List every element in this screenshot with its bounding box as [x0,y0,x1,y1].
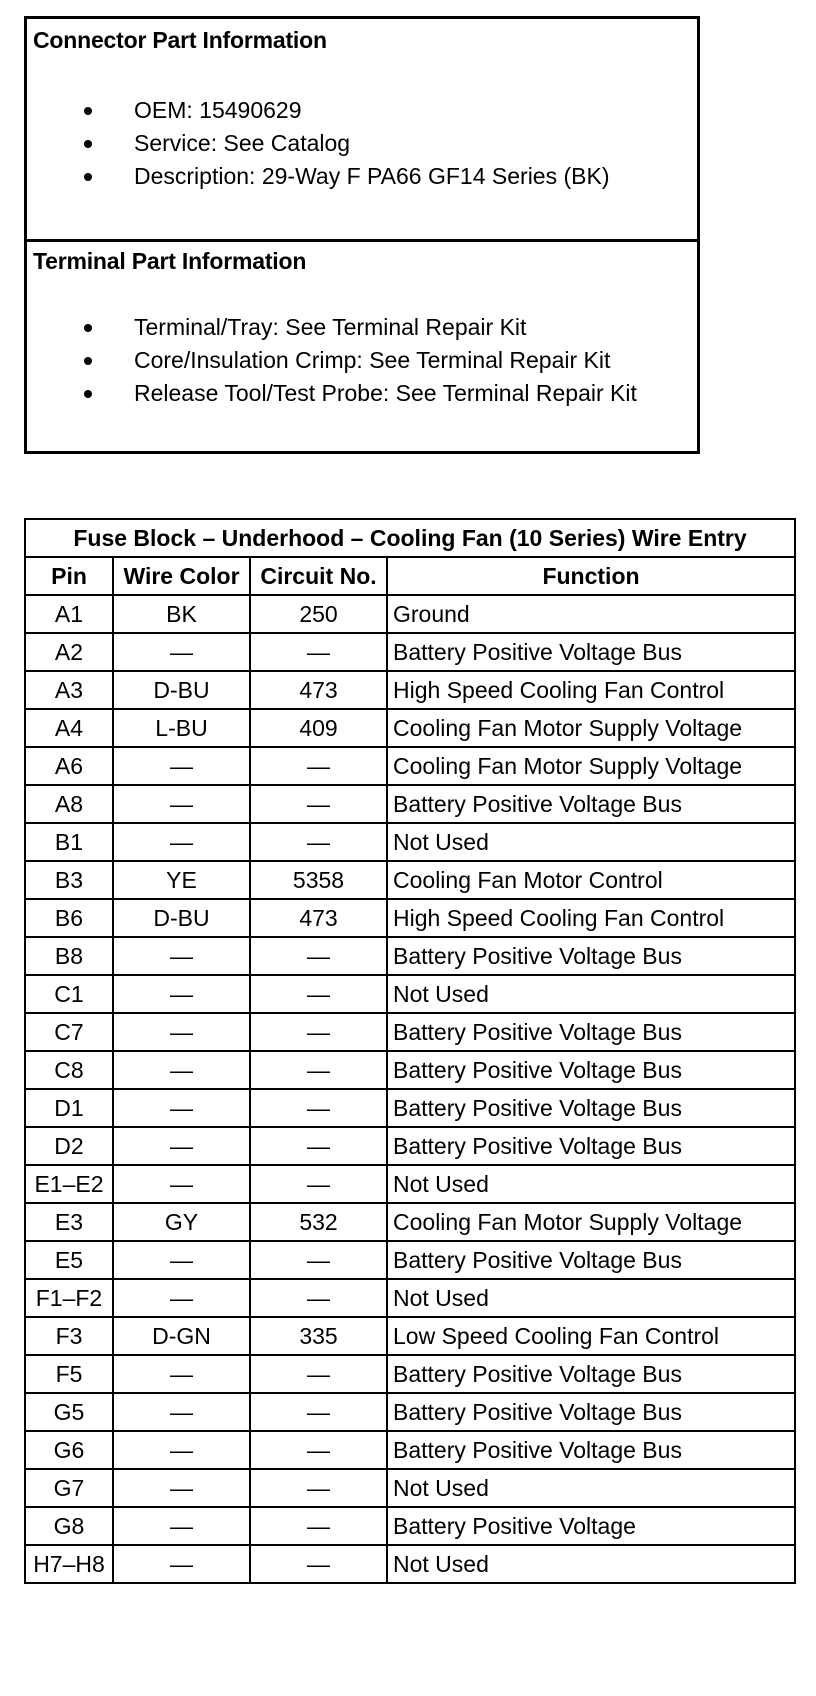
wire-color-cell: YE [113,861,250,899]
wire-color-cell: — [113,975,250,1013]
pin-cell: A8 [25,785,113,823]
circuit-number-cell: — [250,1393,387,1431]
circuit-number-cell: — [250,1279,387,1317]
connector-section-title: Connector Part Information [33,27,327,53]
function-cell: Battery Positive Voltage Bus [387,1431,795,1469]
bullet-icon [84,140,92,148]
wire-color-cell: D-GN [113,1317,250,1355]
bullet-icon [84,324,92,332]
bullet-text: Service: See Catalog [134,130,351,156]
function-cell: Low Speed Cooling Fan Control [387,1317,795,1355]
pin-cell: F5 [25,1355,113,1393]
wire-color-cell: L-BU [113,709,250,747]
pin-cell: F3 [25,1317,113,1355]
terminal-section-title: Terminal Part Information [33,248,307,274]
wire-color-cell: — [113,747,250,785]
bullet-text: Description: 29-Way F PA66 GF14 Series (BK) [134,163,610,189]
circuit-number-cell: 335 [250,1317,387,1355]
function-cell: Battery Positive Voltage Bus [387,1241,795,1279]
table-title: Fuse Block – Underhood – Cooling Fan (10 Series) Wire Entry [25,519,795,557]
bullet-text: Release Tool/Test Probe: See Terminal Repair Kit [134,380,637,406]
table-row [25,671,795,709]
function-cell: Battery Positive Voltage Bus [387,1089,795,1127]
wire-color-cell: — [113,823,250,861]
bullet-icon [84,357,92,365]
table-row [25,1203,795,1241]
table-row [25,1051,795,1089]
wire-color-cell: — [113,1279,250,1317]
table-row [25,1545,795,1583]
bullet-icon [84,390,92,398]
function-cell: Battery Positive Voltage Bus [387,1355,795,1393]
table-row [25,823,795,861]
wire-color-cell: GY [113,1203,250,1241]
circuit-number-cell: 473 [250,671,387,709]
table-row [25,1165,795,1203]
pin-cell: E5 [25,1241,113,1279]
pin-cell: A6 [25,747,113,785]
wire-color-cell: — [113,1393,250,1431]
wire-color-cell: — [113,1127,250,1165]
part-information-box [24,16,700,454]
function-cell: High Speed Cooling Fan Control [387,671,795,709]
wire-color-cell: — [113,1241,250,1279]
table-row [25,1013,795,1051]
pin-cell: C8 [25,1051,113,1089]
wire-color-cell: — [113,1165,250,1203]
pin-cell: D1 [25,1089,113,1127]
circuit-number-cell: — [250,1089,387,1127]
table-row [25,1089,795,1127]
column-header-circuit-no: Circuit No. [250,557,387,595]
wire-color-cell: D-BU [113,671,250,709]
table-row [25,1355,795,1393]
pin-cell: B8 [25,937,113,975]
terminal-part-information [27,242,697,451]
function-cell: Not Used [387,1469,795,1507]
table-row [25,1393,795,1431]
circuit-number-cell: 250 [250,595,387,633]
table-body [25,595,795,1583]
wire-color-cell: — [113,633,250,671]
circuit-number-cell: — [250,975,387,1013]
bullet-icon [84,107,92,115]
table-row [25,975,795,1013]
function-cell: Cooling Fan Motor Control [387,861,795,899]
table-row [25,1431,795,1469]
function-cell: High Speed Cooling Fan Control [387,899,795,937]
pin-cell: F1–F2 [25,1279,113,1317]
table-header-row [25,557,795,595]
function-cell: Battery Positive Voltage Bus [387,633,795,671]
pin-cell: E1–E2 [25,1165,113,1203]
function-cell: Not Used [387,1165,795,1203]
column-header-function: Function [387,557,795,595]
wire-color-cell: — [113,1507,250,1545]
pin-cell: C1 [25,975,113,1013]
circuit-number-cell: — [250,823,387,861]
table-row [25,747,795,785]
wire-color-cell: — [113,1431,250,1469]
circuit-number-cell: — [250,1545,387,1583]
circuit-number-cell: — [250,1431,387,1469]
wire-color-cell: — [113,937,250,975]
function-cell: Cooling Fan Motor Supply Voltage [387,709,795,747]
table-row [25,1279,795,1317]
circuit-number-cell: — [250,785,387,823]
function-cell: Battery Positive Voltage Bus [387,1013,795,1051]
pin-cell: E3 [25,1203,113,1241]
circuit-number-cell: — [250,1355,387,1393]
table-row [25,1317,795,1355]
pin-cell: D2 [25,1127,113,1165]
circuit-number-cell: — [250,1127,387,1165]
function-cell: Not Used [387,975,795,1013]
bullet-text: Core/Insulation Crimp: See Terminal Repair Kit [134,347,611,373]
circuit-number-cell: — [250,747,387,785]
table-row [25,1241,795,1279]
wire-entry-table [24,518,796,1584]
wire-color-cell: — [113,1545,250,1583]
table-row [25,1127,795,1165]
table-row [25,709,795,747]
table-row [25,861,795,899]
pin-cell: A4 [25,709,113,747]
pin-cell: G7 [25,1469,113,1507]
wire-color-cell: BK [113,595,250,633]
pin-cell: B3 [25,861,113,899]
bullet-text: Terminal/Tray: See Terminal Repair Kit [134,314,527,340]
circuit-number-cell: — [250,1241,387,1279]
pin-cell: A3 [25,671,113,709]
circuit-number-cell: — [250,633,387,671]
wire-color-cell: — [113,785,250,823]
pin-cell: G5 [25,1393,113,1431]
wire-color-cell: — [113,1089,250,1127]
pin-cell: A2 [25,633,113,671]
pin-cell: A1 [25,595,113,633]
pin-cell: B6 [25,899,113,937]
column-header-wire-color: Wire Color [113,557,250,595]
wire-color-cell: — [113,1013,250,1051]
wire-color-cell: D-BU [113,899,250,937]
wire-color-cell: — [113,1355,250,1393]
table-row [25,595,795,633]
function-cell: Cooling Fan Motor Supply Voltage [387,747,795,785]
table-row [25,633,795,671]
table-row [25,1507,795,1545]
function-cell: Cooling Fan Motor Supply Voltage [387,1203,795,1241]
function-cell: Battery Positive Voltage Bus [387,1051,795,1089]
pin-cell: B1 [25,823,113,861]
table-title-row [25,519,795,557]
function-cell: Battery Positive Voltage [387,1507,795,1545]
pin-cell: G6 [25,1431,113,1469]
circuit-number-cell: — [250,1165,387,1203]
table-row [25,899,795,937]
column-header-pin: Pin [25,557,113,595]
circuit-number-cell: — [250,937,387,975]
circuit-number-cell: 473 [250,899,387,937]
pin-cell: C7 [25,1013,113,1051]
function-cell: Ground [387,595,795,633]
circuit-number-cell: — [250,1507,387,1545]
table-row [25,937,795,975]
circuit-number-cell: 532 [250,1203,387,1241]
bullet-icon [84,173,92,181]
function-cell: Not Used [387,1545,795,1583]
table-row [25,1469,795,1507]
circuit-number-cell: 409 [250,709,387,747]
function-cell: Battery Positive Voltage Bus [387,785,795,823]
circuit-number-cell: — [250,1013,387,1051]
bullet-text: OEM: 15490629 [134,97,302,123]
wire-color-cell: — [113,1469,250,1507]
circuit-number-cell: — [250,1469,387,1507]
function-cell: Battery Positive Voltage Bus [387,1127,795,1165]
pin-cell: H7–H8 [25,1545,113,1583]
wire-color-cell: — [113,1051,250,1089]
table-row [25,785,795,823]
connector-part-information [27,19,697,242]
circuit-number-cell: — [250,1051,387,1089]
function-cell: Battery Positive Voltage Bus [387,937,795,975]
pin-cell: G8 [25,1507,113,1545]
function-cell: Not Used [387,1279,795,1317]
circuit-number-cell: 5358 [250,861,387,899]
function-cell: Battery Positive Voltage Bus [387,1393,795,1431]
function-cell: Not Used [387,823,795,861]
